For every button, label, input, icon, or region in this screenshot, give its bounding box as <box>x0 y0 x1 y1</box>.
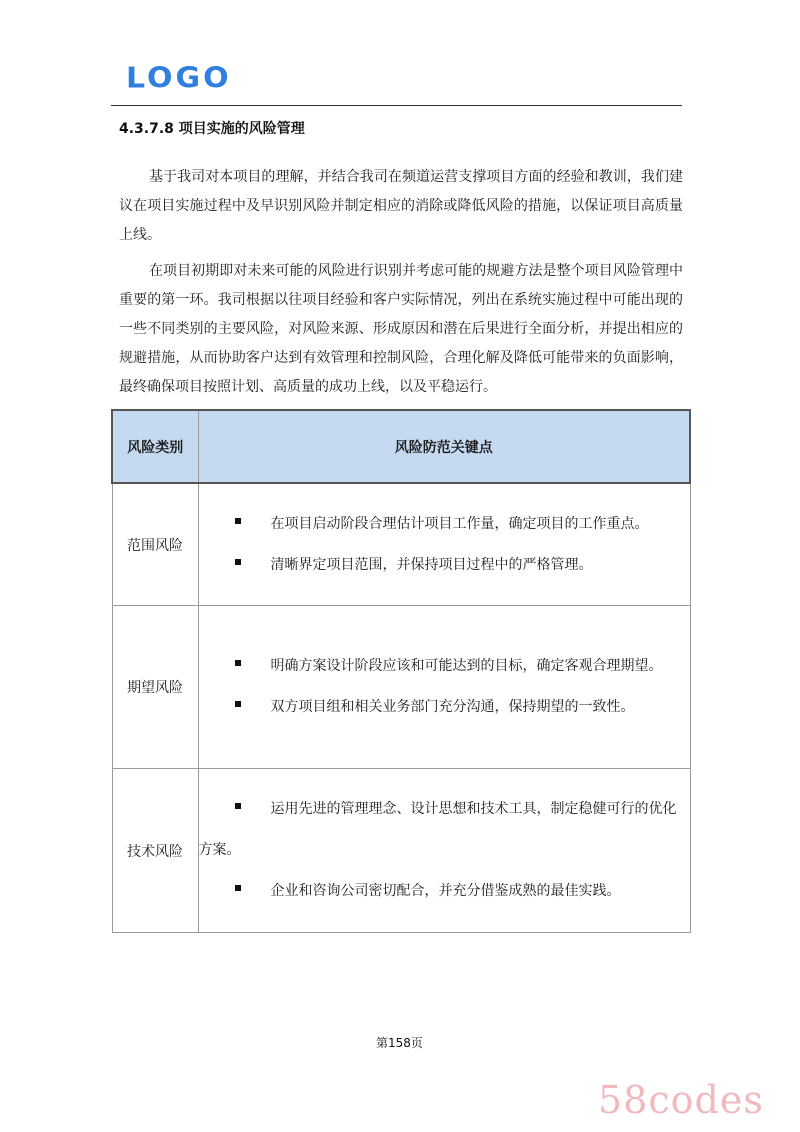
risk-point <box>199 687 690 728</box>
square-bullet-icon <box>235 518 241 524</box>
risk-point <box>199 789 690 871</box>
risk-point <box>199 545 690 586</box>
risk-point-text: 双方项目组和相关业务部门充分沟通，保持期望的一致性。 <box>270 699 635 715</box>
square-bullet-icon <box>235 885 241 891</box>
risk-point <box>199 646 690 687</box>
header-divider <box>111 105 682 106</box>
risk-identification-paragraph: 在项目初期即对未来可能的风险进行识别并考虑可能的规避方法是整个项目风险管理中重要的第一环。我司根据以往项目经验和客户实际情况，列出在系统实施过程中可能出现的一些不同类别的主要风险，对风险来源、形成原因和潜在后果进行全面分析，并提出相应的规避措施，从而协助客户达到有效管理和控制风险，合理化解及降低可能带来的负面影响，最终确保项目按照计划、高质量的成功上线，以及平稳运行。 <box>119 263 683 395</box>
company-logo: LOGO <box>126 61 232 96</box>
square-bullet-icon <box>235 660 241 666</box>
section-heading: 4.3.7.8 项目实施的风险管理 <box>119 121 305 137</box>
risk-category-cell: 技术风险 <box>112 769 198 933</box>
risk-points-cell <box>198 769 690 933</box>
square-bullet-icon <box>235 701 241 707</box>
risk-points-cell <box>198 483 690 606</box>
risk-point <box>199 504 690 545</box>
column-header-category: 风险类别 <box>112 410 198 483</box>
square-bullet-icon <box>235 559 241 565</box>
risk-point-text: 运用先进的管理理念、设计思想和技术工具，制定稳健可行的优化方案。 <box>198 801 677 858</box>
table-row <box>112 769 690 933</box>
risk-point-text: 明确方案设计阶段应该和可能达到的目标，确定客观合理期望。 <box>270 658 663 674</box>
risk-point-text: 在项目启动阶段合理估计项目工作量，确定项目的工作重点。 <box>270 515 649 532</box>
square-bullet-icon <box>235 803 241 809</box>
table-row <box>112 606 690 769</box>
risk-point <box>199 871 690 912</box>
risk-point-text: 企业和咨询公司密切配合，并充分借鉴成熟的最佳实践。 <box>270 883 621 899</box>
column-header-key-points: 风险防范关键点 <box>198 410 690 483</box>
intro-paragraph: 基于我司对本项目的理解，并结合我司在频道运营支撑项目方面的经验和教训，我们建议在项目实施过程中及早识别风险并制定相应的消除或降低风险的措施，以保证项目高质量上线。 <box>119 169 683 243</box>
risk-table <box>111 409 691 933</box>
risk-category-cell: 范围风险 <box>112 483 198 606</box>
risk-point-text: 清晰界定项目范围，并保持项目过程中的严格管理。 <box>270 556 593 573</box>
watermark: 58codes <box>598 1078 764 1122</box>
table-header-row <box>112 410 690 483</box>
risk-points-cell <box>198 606 690 769</box>
table-row <box>112 483 690 606</box>
page-number: 第158页 <box>376 1036 423 1050</box>
risk-category-cell: 期望风险 <box>112 606 198 769</box>
